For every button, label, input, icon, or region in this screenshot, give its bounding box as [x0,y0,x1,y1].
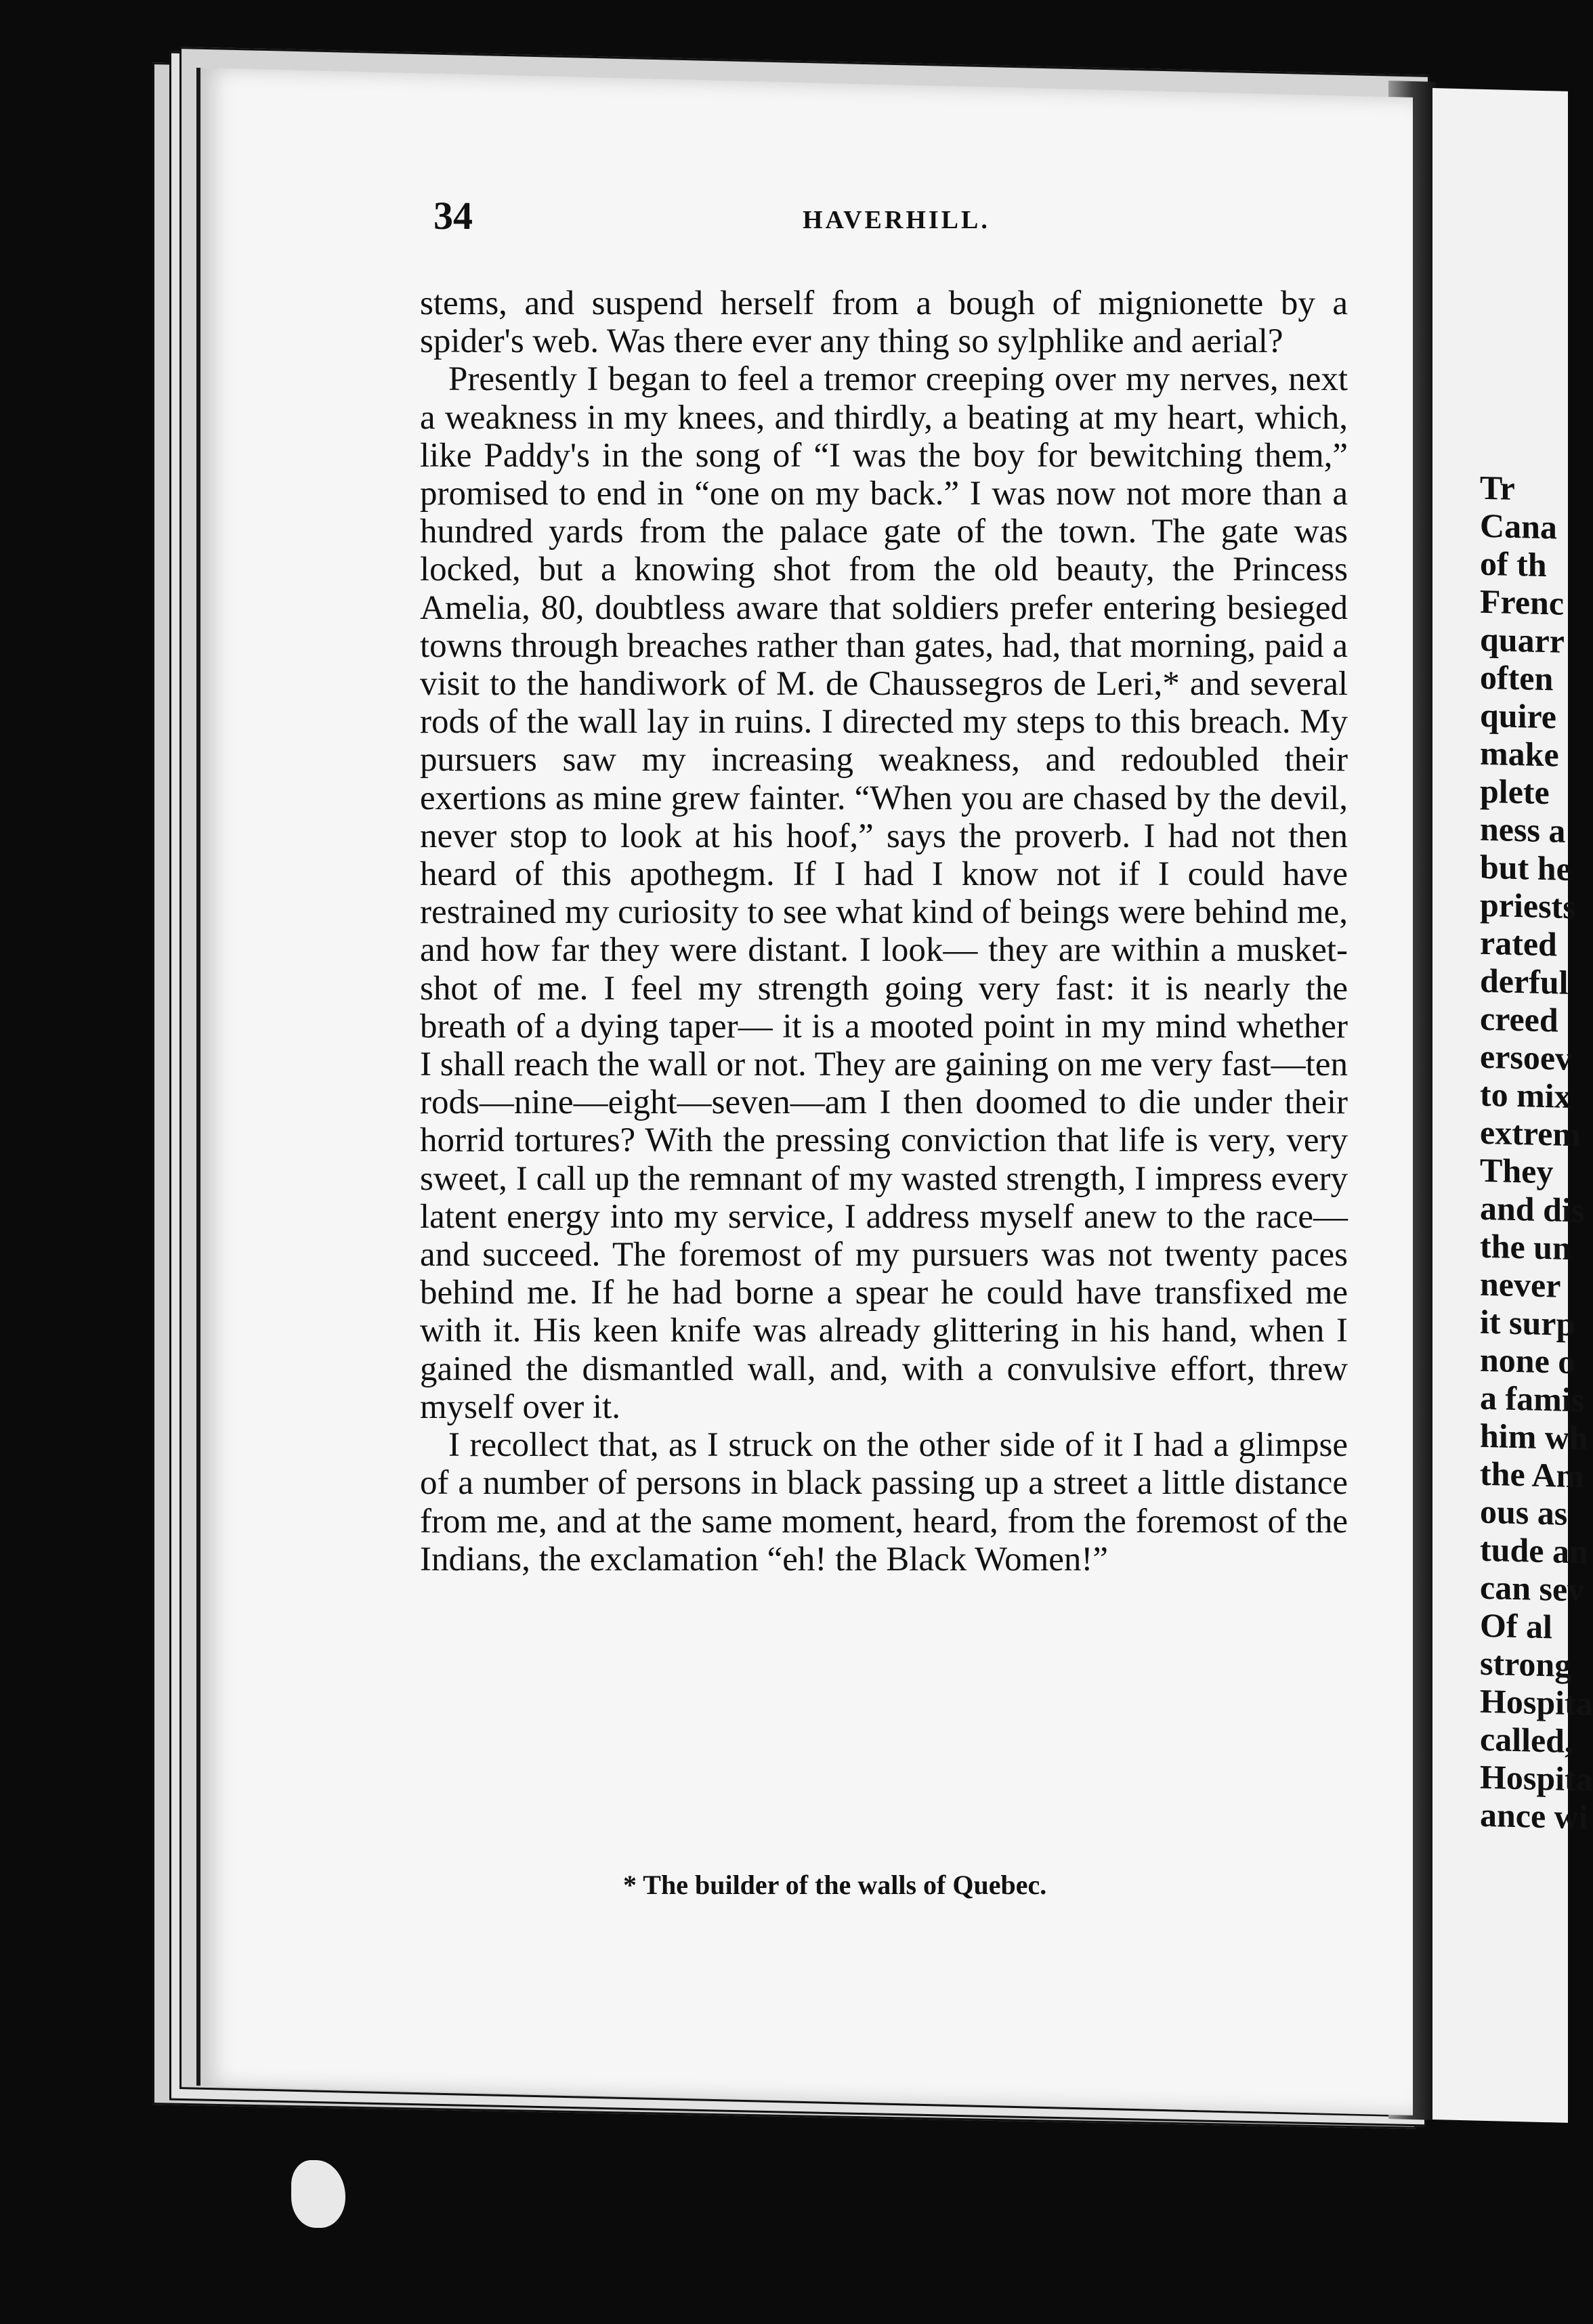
facing-page-line: Tr [1480,468,1515,507]
facing-page-line: Hospita [1480,1757,1593,1799]
facing-page-line: and dis [1480,1188,1585,1230]
body-text [420,284,1348,1578]
facing-page-line: ous as [1480,1492,1568,1532]
facing-page-line: creed [1480,999,1558,1039]
paragraph: stems, and suspend herself from a bough of mignionette by a spider's web. Was there ever any thing so sylphlike and aerial? [420,284,1348,361]
facing-page-line: of th [1480,544,1547,584]
facing-page-line: Cana [1480,506,1557,546]
facing-page-line: make [1480,733,1559,774]
facing-page-line: but he [1480,847,1571,888]
facing-page-line: They [1480,1150,1554,1191]
facing-page-line: derful [1480,961,1569,1002]
page-header [433,193,1348,240]
facing-page-line: ness a [1480,809,1566,850]
facing-page-line: none o [1480,1340,1575,1381]
facing-page-line: Of al [1480,1606,1552,1646]
paragraph: Presently I began to feel a tremor creeping over my nerves, next a weakness in my knees, and thirdly, a beating at my heart, which, like Paddy's in the song of “I was the boy for bewitching them,” promised to end in “one on my back.” I was now not more than a hundred yards from the palace gate of the town. The gate was locked, but a knowing shot from the old beauty, the Princess Amelia, 80, doubtless aware that soldiers prefer entering besieged towns through breaches rather than gates, had, that morning, paid a visit to the handiwork of M. de Chaussegros de Leri,* and several rods of the wall lay in ruins. I directed my steps to this breach. My pursuers saw my increasing weakness, and redoubled their exertions as mine grew fainter. “When you are chased by the devil, never stop to look at his hoof,” says the proverb. I had not then heard of this apothegm. If I had I know not if I could have restrained my curiosity to see what kind of beings were behind me, and how far they were distant. I look— they are within a musket-shot of me. I feel my strength going very fast: it is nearly the breath of a dying taper— it is a mooted point in my mind whether I shall reach the wall or not. They are gaining on me very fast—ten rods—nine—eight—seven—am I then doomed to die under their horrid tortures? With the pressing conviction that life is very, very sweet, I call up the remnant of my wasted strength, I impress every latent energy into my service, I address myself anew to the race—and succeed. The foremost of my pursuers was not twenty paces behind me. If he had borne a spear he could have transfixed me with it. His keen knife was already glittering in his hand, when I gained the dismantled wall, and, with a convulsive effort, threw myself over it. [420,360,1348,1426]
paragraph: I recollect that, as I struck on the other side of it I had a glimpse of a number of persons in black passing up a street a little distance from me, and at the same moment, heard, from the foremost of the Indians, the exclamation “eh! the Black Women!” [420,1426,1348,1578]
facing-page [1432,88,1593,2123]
footnote: * The builder of the walls of Quebec. [623,1870,1047,1900]
facing-page-line: extrem [1480,1113,1581,1154]
facing-page-line: a famis [1480,1378,1585,1419]
facing-page-line: him wh [1480,1416,1588,1457]
running-head: HAVERHILL. [803,206,990,234]
facing-page-line: Frenc [1480,582,1565,622]
facing-page-line: to mix [1480,1075,1571,1116]
facing-page-line: strong [1480,1643,1572,1685]
facing-page-line: priests [1480,885,1576,926]
facing-page-line: often [1480,658,1554,698]
facing-page-line: quarr [1480,620,1565,660]
facing-page-line: it surp [1480,1302,1575,1343]
facing-page-text [1432,467,1593,1836]
facing-page-line: rated [1480,923,1557,964]
facing-page-line: plete [1480,771,1550,812]
facing-page-line: quire [1480,695,1556,736]
facing-page-line: Hospita [1480,1681,1593,1723]
facing-page-line: ance wi [1480,1795,1588,1836]
facing-page-line: never [1480,1264,1561,1305]
facing-page-line: the Am [1480,1454,1585,1495]
page-number: 34 [433,194,473,238]
facing-page-line: the un [1480,1226,1571,1268]
facing-page-line: can sev [1480,1568,1585,1609]
facing-page-line: tude an [1480,1530,1588,1571]
paper-tear [291,2160,345,2228]
facing-page-line: called, [1480,1719,1573,1761]
facing-page-line: ersoev [1480,1037,1573,1078]
